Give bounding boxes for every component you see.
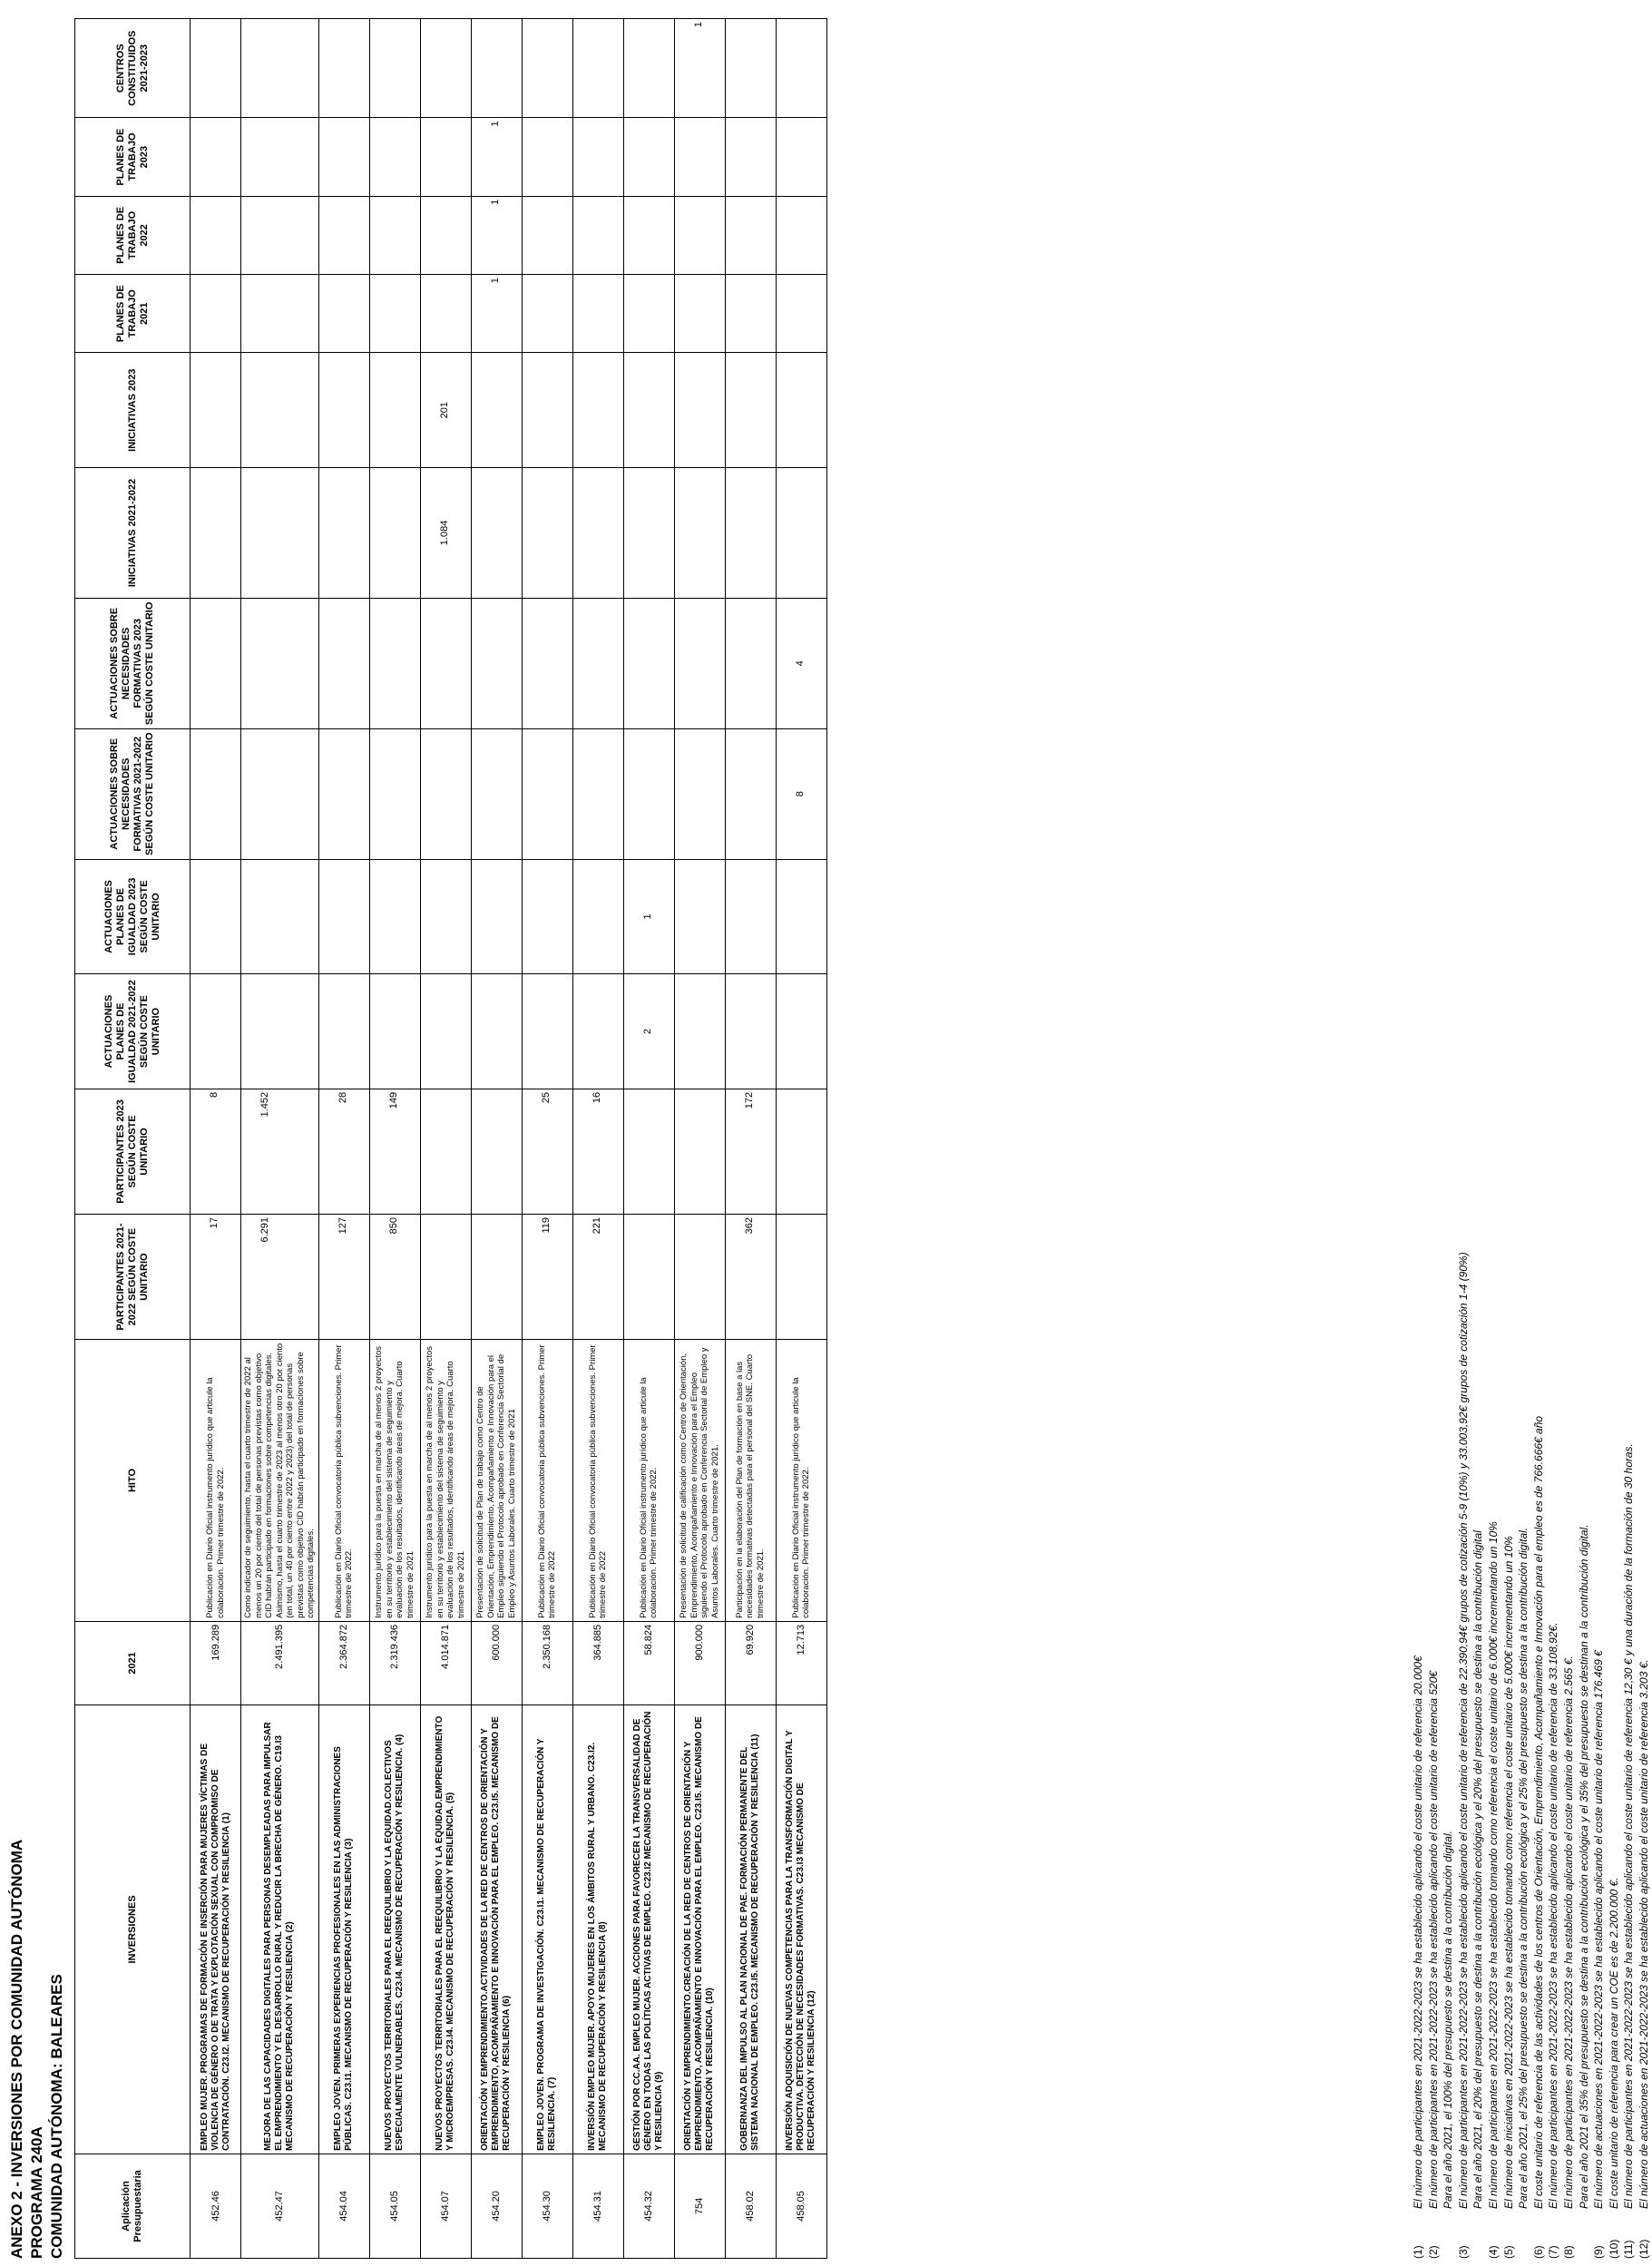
cell-planes-trabajo-2022 bbox=[776, 196, 826, 274]
cell-hito: Publicación en Diario Oficial instrumento jurídico que articule la colaboración. Primer trimestre de 2022. bbox=[776, 1340, 826, 1622]
cell-planes-trabajo-2021 bbox=[674, 275, 725, 353]
cell-participantes-2021-2022: 119 bbox=[522, 1214, 572, 1339]
cell-igualdad-2021-2022 bbox=[674, 974, 725, 1089]
header-necesidades-2023: ACTUACIONES SOBRE NECESIDADES FORMATIVAS 2023 SEGÚN COSTE UNITARIO bbox=[75, 598, 191, 728]
table-row bbox=[725, 19, 776, 2259]
cell-participantes-2023 bbox=[674, 1089, 725, 1214]
footnote-text: El coste unitario de referencia para crear un COE es de 2.200.000 €. bbox=[1607, 1877, 1620, 2209]
cell-iniciativas-2023 bbox=[725, 353, 776, 468]
cell-necesidades-2023 bbox=[725, 598, 776, 728]
cell-participantes-2023: 25 bbox=[522, 1089, 572, 1214]
cell-2021: 69.920 bbox=[725, 1621, 776, 1704]
cell-planes-trabajo-2021 bbox=[623, 275, 674, 353]
cell-planes-trabajo-2022 bbox=[674, 196, 725, 274]
cell-centros-constituidos bbox=[776, 19, 826, 118]
cell-igualdad-2023 bbox=[318, 859, 369, 974]
footnote-text: Para el año 2021 el 35% del presupuesto se destina a la contribución ecológica y el 35% del presupuesto se destinan a la contribución digital. bbox=[1577, 1524, 1590, 2209]
cell-2021: 2.350.168 bbox=[522, 1621, 572, 1704]
cell-aplicacion: 452.46 bbox=[191, 2154, 241, 2258]
footnote-label bbox=[1471, 2209, 1486, 2259]
footnote-text: El número de participantes en 2021-2022-2023 se ha establecido aplicando el coste unitario de referencia 520€ bbox=[1426, 1670, 1440, 2209]
cell-inversion: EMPLEO MUJER. PROGRAMAS DE FORMACIÓN E INSERCIÓN PARA MUJERES VÍCTIMAS DE VIOLENCIA DE GÉNERO O DE TRATA Y EXPLOTACIÓN SEXUAL CON COMPROMISO DE CONTRATACIÓN. C23.I2. MECANISMO DE RECUPERACIÓN Y RESILIENCIA (1) bbox=[191, 1704, 241, 2154]
cell-igualdad-2021-2022 bbox=[572, 974, 623, 1089]
cell-iniciativas-2021-2022 bbox=[623, 468, 674, 599]
cell-inversion: NUEVOS PROYECTOS TERRITORIALES PARA EL REEQUILIBRIO Y LA EQUIDAD.EMPRENDIMIENTO Y MICROEMPRESAS. C23.I4. MECANISMO DE RECUPERACIÓN Y RESILIENCIA. (5) bbox=[420, 1704, 471, 2154]
cell-participantes-2023: 8 bbox=[191, 1089, 241, 1214]
cell-inversion: INVERSIÓN EMPLEO MUJER. APOYO MUJERES EN LOS ÁMBITOS RURAL Y URBANO. C23.I2. MECANISMO DE RECUPERACIÓN Y RESILIENCIA (8) bbox=[572, 1704, 623, 2154]
cell-iniciativas-2023 bbox=[191, 353, 241, 468]
cell-centros-constituidos bbox=[318, 19, 369, 118]
footnote bbox=[1486, 18, 1501, 2259]
cell-hito: Publicación en Diario Oficial instrumento jurídico que articule la colaboración. Primer trimestre de 2022. bbox=[623, 1340, 674, 1622]
cell-hito: Publicación en Diario Oficial instrumento jurídico que articule la colaboración. Primer trimestre de 2022. bbox=[191, 1340, 241, 1622]
cell-igualdad-2023 bbox=[471, 859, 522, 974]
header-participantes-2023: PARTICIPANTES 2023 SEGÚN COSTE UNITARIO bbox=[75, 1089, 191, 1214]
cell-iniciativas-2021-2022 bbox=[522, 468, 572, 599]
footnote-text: Para el año 2021, el 100% del presupuesto se destina a la contribución digital. bbox=[1442, 1831, 1455, 2209]
cell-igualdad-2023: 1 bbox=[623, 859, 674, 974]
cell-necesidades-2021-2022 bbox=[572, 728, 623, 859]
footnote-label bbox=[1516, 2209, 1531, 2259]
table-row bbox=[241, 19, 319, 2259]
cell-2021: 2.364.872 bbox=[318, 1621, 369, 1704]
footnote-label: (5) bbox=[1501, 2245, 1515, 2259]
cell-participantes-2023: 28 bbox=[318, 1089, 369, 1214]
table-row bbox=[420, 19, 471, 2259]
cell-igualdad-2023 bbox=[725, 859, 776, 974]
footnote bbox=[1456, 18, 1471, 2259]
cell-hito: Instrumento jurídico para la puesta en marcha de al menos 2 proyectos en su territorio y establecimiento del sistema de seguimiento y evaluación de los resultados, identificando áreas de mejora. Cuarto trimestre de 2021 bbox=[369, 1340, 420, 1622]
cell-hito: Participación en la elaboración del Plan de formación en base a las necesidades formativas detectadas para el personal del SNE. Cuarto trimestre de 2021. bbox=[725, 1340, 776, 1622]
footnote-text: Para el año 2021, el 20% del presupuesto se destina a la contribución ecológica y el 20% del presupuesto se destina a la contribución digital bbox=[1471, 1530, 1485, 2209]
cell-necesidades-2021-2022 bbox=[191, 728, 241, 859]
cell-planes-trabajo-2021 bbox=[725, 275, 776, 353]
cell-iniciativas-2021-2022 bbox=[674, 468, 725, 599]
cell-participantes-2021-2022: 221 bbox=[572, 1214, 623, 1339]
cell-participantes-2021-2022: 17 bbox=[191, 1214, 241, 1339]
footnote-text: El número de actuaciones en 2021-2022-2023 se ha establecido aplicando el coste unitario de referencia 176.469 € bbox=[1592, 1650, 1606, 2209]
footnote-label: (6) bbox=[1531, 2245, 1545, 2259]
cell-participantes-2023 bbox=[420, 1089, 471, 1214]
cell-planes-trabajo-2022: 1 bbox=[471, 196, 522, 274]
investments-table bbox=[74, 18, 827, 2259]
cell-igualdad-2021-2022 bbox=[522, 974, 572, 1089]
header-iniciativas-2023: INICIATIVAS 2023 bbox=[75, 353, 191, 468]
footnote bbox=[1426, 18, 1442, 2259]
table-row bbox=[522, 19, 572, 2259]
cell-planes-trabajo-2023 bbox=[725, 118, 776, 196]
cell-planes-trabajo-2023 bbox=[318, 118, 369, 196]
cell-2021: 600.000 bbox=[471, 1621, 522, 1704]
cell-centros-constituidos bbox=[241, 19, 319, 118]
footnote-label bbox=[1577, 2209, 1592, 2259]
table-row bbox=[318, 19, 369, 2259]
cell-centros-constituidos bbox=[191, 19, 241, 118]
footnote bbox=[1546, 18, 1561, 2259]
cell-planes-trabajo-2021: 1 bbox=[471, 275, 522, 353]
footnote-label: (1) bbox=[1412, 2245, 1424, 2259]
cell-2021: 364.885 bbox=[572, 1621, 623, 1704]
footnote-label: (11) bbox=[1622, 2240, 1636, 2259]
cell-igualdad-2021-2022 bbox=[369, 974, 420, 1089]
cell-planes-trabajo-2023 bbox=[191, 118, 241, 196]
cell-igualdad-2021-2022: 2 bbox=[623, 974, 674, 1089]
cell-hito: Presentación de solicitud de Plan de trabajo como Centro de Orientación, Emprendimiento, Acompañamiento e Innovación para el Empleo siguiendo el Protocolo aprobado en Conferencia Sectorial de Empleo y Asuntos Laborales. Cuarto trimestre de 2021 bbox=[471, 1340, 522, 1622]
cell-participantes-2023 bbox=[776, 1089, 826, 1214]
footnote bbox=[1607, 18, 1622, 2259]
header-planes-trabajo-2023: PLANES DE TRABAJO 2023 bbox=[75, 118, 191, 196]
cell-participantes-2023: 16 bbox=[572, 1089, 623, 1214]
cell-planes-trabajo-2023 bbox=[572, 118, 623, 196]
cell-necesidades-2021-2022 bbox=[241, 728, 319, 859]
footnote-text: El número de participantes en 2021-2022-2023 se ha establecido aplicando el coste unitario de referencia 20.000€ bbox=[1412, 1656, 1424, 2209]
header-2021: 2021 bbox=[75, 1621, 191, 1704]
cell-inversion: EMPLEO JOVEN. PROGRAMA DE INVESTIGACIÓN. C23.I1. MECANISMO DE RECUPERACIÓN Y RESILIENCIA. (7) bbox=[522, 1704, 572, 2154]
footnote-label: (10) bbox=[1607, 2239, 1620, 2259]
cell-planes-trabajo-2023 bbox=[522, 118, 572, 196]
cell-aplicacion: 454.04 bbox=[318, 2154, 369, 2258]
footnote-text: Para el año 2021, el 25% del presupuesto se destina a la contribución ecológica y el 25% del presupuesto se destina a la contribución digital. bbox=[1517, 1527, 1530, 2209]
cell-iniciativas-2023: 201 bbox=[420, 353, 471, 468]
cell-planes-trabajo-2022 bbox=[572, 196, 623, 274]
cell-necesidades-2023 bbox=[420, 598, 471, 728]
cell-planes-trabajo-2022 bbox=[241, 196, 319, 274]
cell-planes-trabajo-2021 bbox=[191, 275, 241, 353]
cell-centros-constituidos: 1 bbox=[674, 19, 725, 118]
cell-planes-trabajo-2022 bbox=[522, 196, 572, 274]
cell-igualdad-2021-2022 bbox=[776, 974, 826, 1089]
cell-aplicacion: 458.05 bbox=[776, 2154, 826, 2258]
cell-necesidades-2021-2022: 8 bbox=[776, 728, 826, 859]
cell-necesidades-2021-2022 bbox=[674, 728, 725, 859]
cell-iniciativas-2021-2022 bbox=[318, 468, 369, 599]
cell-iniciativas-2021-2022 bbox=[776, 468, 826, 599]
cell-igualdad-2021-2022 bbox=[420, 974, 471, 1089]
cell-aplicacion: 754 bbox=[674, 2154, 725, 2258]
cell-necesidades-2021-2022 bbox=[420, 728, 471, 859]
footnote bbox=[1577, 18, 1592, 2259]
footnote-text: El número de participantes en 2021-2022-2023 se ha establecido aplicando el coste unitario de referencia de 22.390,94€ grupos de cotización 5-9 (10%) y 33.003,92€ grupos de cotización 1-4 (90%) bbox=[1456, 1252, 1470, 2209]
cell-igualdad-2023 bbox=[369, 859, 420, 974]
cell-iniciativas-2023 bbox=[369, 353, 420, 468]
cell-igualdad-2023 bbox=[420, 859, 471, 974]
cell-participantes-2023 bbox=[471, 1089, 522, 1214]
cell-aplicacion: 454.32 bbox=[623, 2154, 674, 2258]
table-row bbox=[369, 19, 420, 2259]
cell-planes-trabajo-2023 bbox=[420, 118, 471, 196]
cell-hito: Instrumento jurídico para la puesta en marcha de al menos 2 proyectos en su territorio y establecimiento del sistema de seguimiento y evaluación de los resultados, identificando áreas de mejora. Cuarto trimestre de 2021 bbox=[420, 1340, 471, 1622]
cell-centros-constituidos bbox=[471, 19, 522, 118]
cell-planes-trabajo-2023 bbox=[674, 118, 725, 196]
cell-centros-constituidos bbox=[420, 19, 471, 118]
cell-igualdad-2023 bbox=[776, 859, 826, 974]
cell-igualdad-2023 bbox=[241, 859, 319, 974]
cell-planes-trabajo-2022 bbox=[623, 196, 674, 274]
cell-centros-constituidos bbox=[623, 19, 674, 118]
footnote-text: El número de participantes en 2021-2022-2023 se ha establecido aplicando el coste unitario de referencia de 33.108,92€. bbox=[1547, 1622, 1560, 2209]
cell-iniciativas-2021-2022 bbox=[191, 468, 241, 599]
cell-planes-trabajo-2021 bbox=[522, 275, 572, 353]
cell-necesidades-2021-2022 bbox=[471, 728, 522, 859]
cell-necesidades-2021-2022 bbox=[725, 728, 776, 859]
cell-planes-trabajo-2023 bbox=[623, 118, 674, 196]
cell-planes-trabajo-2021 bbox=[369, 275, 420, 353]
cell-2021: 2.319.436 bbox=[369, 1621, 420, 1704]
cell-planes-trabajo-2021 bbox=[420, 275, 471, 353]
header-planes-trabajo-2022: PLANES DE TRABAJO 2022 bbox=[75, 196, 191, 274]
cell-iniciativas-2021-2022 bbox=[241, 468, 319, 599]
cell-planes-trabajo-2021 bbox=[776, 275, 826, 353]
table-row bbox=[776, 19, 826, 2259]
cell-necesidades-2023 bbox=[369, 598, 420, 728]
cell-aplicacion: 452.47 bbox=[241, 2154, 319, 2258]
footnote-text: El coste unitario de referencia de las actividades de los centros de Orientación, Emprendimiento, Acompañamiento e Innovación para el empleo es de 766.666€ año bbox=[1531, 1415, 1545, 2209]
cell-centros-constituidos bbox=[522, 19, 572, 118]
footnote-text: El número de participantes en 2021-2022-2023 se ha establecido aplicando el coste unitario de referencia 2.565 €. bbox=[1561, 1656, 1575, 2209]
cell-centros-constituidos bbox=[725, 19, 776, 118]
cell-planes-trabajo-2023 bbox=[776, 118, 826, 196]
document-titles bbox=[7, 1840, 67, 2259]
cell-igualdad-2021-2022 bbox=[471, 974, 522, 1089]
cell-iniciativas-2023 bbox=[241, 353, 319, 468]
table-header-row bbox=[75, 19, 191, 2259]
table-body bbox=[191, 19, 827, 2259]
cell-necesidades-2023 bbox=[241, 598, 319, 728]
cell-necesidades-2021-2022 bbox=[623, 728, 674, 859]
header-necesidades-2021-2022: ACTUACIONES SOBRE NECESIDADES FORMATIVAS 2021-2022 SEGÚN COSTE UNITARIO bbox=[75, 728, 191, 859]
cell-participantes-2021-2022 bbox=[776, 1214, 826, 1339]
header-inversiones: INVERSIONES bbox=[75, 1704, 191, 2154]
cell-inversion: GOBERNANZA DEL IMPULSO AL PLAN NACIONAL DE PAE. FORMACIÓN PERMANENTE DEL SISTEMA NACIONAL DE EMPLEO. C23.I5. MECANISMO DE RECUPERACIÓN Y RESILIENCIA (11) bbox=[725, 1704, 776, 2154]
cell-aplicacion: 454.20 bbox=[471, 2154, 522, 2258]
cell-necesidades-2021-2022 bbox=[318, 728, 369, 859]
cell-inversion: INVERSIÓN ADQUISICIÓN DE NUEVAS COMPETENCIAS PARA LA TRANSFORMACIÓN DIGITAL Y PRODUCTIVA. DETECCIÓN DE NECESIDADES FORMATIVAS. C23.I3 MECANISMO DE RECUPERACIÓN Y RESILIENCIA (12) bbox=[776, 1704, 826, 2154]
footnote bbox=[1637, 18, 1652, 2259]
cell-participantes-2021-2022 bbox=[623, 1214, 674, 1339]
cell-2021: 900.000 bbox=[674, 1621, 725, 1704]
footnote bbox=[1471, 18, 1486, 2259]
footnote-label: (3) bbox=[1456, 2245, 1470, 2259]
cell-planes-trabajo-2021 bbox=[241, 275, 319, 353]
header-hito: HITO bbox=[75, 1340, 191, 1622]
cell-iniciativas-2023 bbox=[318, 353, 369, 468]
header-centros-constituidos: CENTROS CONSTITUIDOS 2021-2023 bbox=[75, 19, 191, 118]
cell-iniciativas-2023 bbox=[776, 353, 826, 468]
cell-igualdad-2021-2022 bbox=[241, 974, 319, 1089]
footnote bbox=[1531, 18, 1547, 2259]
cell-igualdad-2023 bbox=[674, 859, 725, 974]
table-row bbox=[471, 19, 522, 2259]
cell-igualdad-2021-2022 bbox=[191, 974, 241, 1089]
cell-participantes-2021-2022 bbox=[674, 1214, 725, 1339]
cell-participantes-2021-2022 bbox=[420, 1214, 471, 1339]
cell-planes-trabajo-2021 bbox=[572, 275, 623, 353]
cell-hito: Publicación en Diario Oficial convocatoria pública subvenciones. Primer trimestre de 2022. bbox=[318, 1340, 369, 1622]
cell-participantes-2023 bbox=[623, 1089, 674, 1214]
cell-hito: Presentación de solicitud de calificación como Centro de Orientación, Emprendimiento, Acompañamiento e Innovación para el Empleo siguiendo el Protocolo aprobado en Conferencia Sectorial de Empleo y Asuntos Laborales. Cuarto trimestre de 2021. bbox=[674, 1340, 725, 1622]
cell-planes-trabajo-2023 bbox=[369, 118, 420, 196]
cell-participantes-2023: 1.452 bbox=[241, 1089, 319, 1214]
header-planes-trabajo-2021: PLANES DE TRABAJO 2021 bbox=[75, 275, 191, 353]
title-program: PROGRAMA 240A bbox=[28, 2126, 45, 2259]
table-row bbox=[623, 19, 674, 2259]
cell-participantes-2021-2022: 127 bbox=[318, 1214, 369, 1339]
footnote bbox=[1501, 18, 1517, 2259]
cell-planes-trabajo-2021 bbox=[318, 275, 369, 353]
cell-planes-trabajo-2022 bbox=[420, 196, 471, 274]
cell-igualdad-2021-2022 bbox=[318, 974, 369, 1089]
cell-aplicacion: 458.02 bbox=[725, 2154, 776, 2258]
cell-participantes-2021-2022: 850 bbox=[369, 1214, 420, 1339]
table-row bbox=[674, 19, 725, 2259]
title-annex: ANEXO 2 - INVERSIONES POR COMUNIDAD AUTÓNOMA bbox=[8, 1839, 25, 2259]
cell-iniciativas-2021-2022 bbox=[725, 468, 776, 599]
cell-participantes-2021-2022: 362 bbox=[725, 1214, 776, 1339]
cell-hito: Como indicador de seguimiento, hasta el cuarto trimestre de 2022 al menos un 20 por ciento del total de personas previstas como objetivo CID habrán participado en formaciones sobre competencias digitales. Asimismo, hasta el cuarto trimestre de 2023 al menos otro 20 por ciento (en total, un 40 por ciento entre 2022 y 2023) del total de personas previstas como objetivo CID habrán participado en formaciones sobre competencias digitales. bbox=[241, 1340, 319, 1622]
cell-iniciativas-2023 bbox=[522, 353, 572, 468]
cell-inversion: GESTIÓN POR CC.AA. EMPLEO MUJER. ACCIONES PARA FAVORECER LA TRANSVERSALIDAD DE GÉNERO EN TODAS LAS POLÍTICAS ACTIVAS DE EMPLEO. C23.I2 MECANISMO DE RECUPERACIÓN Y RESILIENCIA (9) bbox=[623, 1704, 674, 2154]
cell-necesidades-2023 bbox=[191, 598, 241, 728]
cell-2021: 169.289 bbox=[191, 1621, 241, 1704]
investments-table-wrapper bbox=[74, 18, 827, 2259]
cell-centros-constituidos bbox=[369, 19, 420, 118]
footnote-text: El número de participantes en 2021-2022-2023 se ha establecido tomando como referencia el coste unitario de 6.000€ incrementando un 10% bbox=[1486, 1521, 1500, 2209]
footnote bbox=[1621, 18, 1637, 2259]
cell-iniciativas-2021-2022 bbox=[369, 468, 420, 599]
cell-igualdad-2023 bbox=[191, 859, 241, 974]
table-row bbox=[191, 19, 241, 2259]
cell-hito: Publicación en Diario Oficial convocatoria pública subvenciones. Primer trimestre de 2022 bbox=[572, 1340, 623, 1622]
cell-necesidades-2023 bbox=[623, 598, 674, 728]
footnotes bbox=[1411, 18, 1652, 2259]
cell-iniciativas-2023 bbox=[471, 353, 522, 468]
cell-planes-trabajo-2022 bbox=[318, 196, 369, 274]
cell-inversion: ORIENTACIÓN Y EMPRENDIMIENTO.ACTIVIDADES DE LA RED DE CENTROS DE ORIENTACIÓN Y EMPRENDIMIENTO, ACOMPAÑAMIENTO E INNOVACIÓN PARA EL EMPLEO. C23.I5. MECANISMO DE RECUPERACIÓN Y RESILIENCIA (6) bbox=[471, 1704, 522, 2154]
cell-aplicacion: 454.31 bbox=[572, 2154, 623, 2258]
footnote bbox=[1561, 18, 1577, 2259]
cell-inversion: MEJORA DE LAS CAPACIDADES DIGITALES PARA PERSONAS DESEMPLEADAS PARA IMPULSAR EL EMPRENDIMIENTO Y EL DESARROLLO RURAL Y REDUCIR LA BRECHA DE GÉNERO. C19.I3 MECANISMO DE RECUPERACIÓN Y RESILIENCIA (2) bbox=[241, 1704, 319, 2154]
footnote-label bbox=[1441, 2209, 1456, 2259]
header-iniciativas-2021-2022: INICIATIVAS 2021-2022 bbox=[75, 468, 191, 599]
footnote bbox=[1591, 18, 1607, 2259]
cell-inversion: EMPLEO JOVEN. PRIMERAS EXPERIENCIAS PROFESIONALES EN LAS ADMINISTRACIONES PÚBLICAS. C23.I1. MECANISMO DE RECUPERACIÓN Y RESILIENCIA (3) bbox=[318, 1704, 369, 2154]
footnote-text: El número de iniciativas en 2021-2022-2023 se ha establecido tomando como referencia el coste unitario de 5.000€ incrementando un 10% bbox=[1501, 1536, 1515, 2209]
footnote-text: El número de participantes en 2021-2022-2023 se ha establecido aplicando el coste unitario de referencia 12,30 € y una duración de la formación de 30 horas. bbox=[1622, 1443, 1636, 2209]
cell-2021: 12.713 bbox=[776, 1621, 826, 1704]
cell-participantes-2023: 172 bbox=[725, 1089, 776, 1214]
cell-iniciativas-2023 bbox=[623, 353, 674, 468]
cell-planes-trabajo-2022 bbox=[725, 196, 776, 274]
cell-2021: 4.014.871 bbox=[420, 1621, 471, 1704]
cell-participantes-2023: 149 bbox=[369, 1089, 420, 1214]
footnote bbox=[1441, 18, 1456, 2259]
footnote-label: (2) bbox=[1426, 2245, 1440, 2259]
title-community: COMUNIDAD AUTÓNOMA: BALEARES bbox=[48, 1974, 65, 2259]
footnote bbox=[1411, 18, 1426, 2259]
cell-iniciativas-2023 bbox=[572, 353, 623, 468]
cell-hito: Publicación en Diario Oficial convocatoria pública subvenciones. Primer trimestre de 2022 bbox=[522, 1340, 572, 1622]
footnote-label: (12) bbox=[1637, 2239, 1650, 2259]
header-aplicacion: Aplicación Presupuestaria bbox=[75, 2154, 191, 2258]
cell-inversion: NUEVOS PROYECTOS TERRITORIALES PARA EL REEQUILIBRIO Y LA EQUIDAD.COLECTIVOS ESPECIALMENTE VULNERABLES. C23.I4. MECANISMO DE RECUPERACIÓN Y RESILIENCIA. (4) bbox=[369, 1704, 420, 2154]
cell-necesidades-2021-2022 bbox=[369, 728, 420, 859]
cell-participantes-2021-2022: 6.291 bbox=[241, 1214, 319, 1339]
cell-2021: 58.824 bbox=[623, 1621, 674, 1704]
cell-necesidades-2023 bbox=[522, 598, 572, 728]
cell-2021: 2.491.395 bbox=[241, 1621, 319, 1704]
cell-necesidades-2023 bbox=[674, 598, 725, 728]
cell-planes-trabajo-2022 bbox=[191, 196, 241, 274]
cell-iniciativas-2021-2022: 1.084 bbox=[420, 468, 471, 599]
header-igualdad-2023: ACTUACIONES PLANES DE IGUALDAD 2023 SEGÚN COSTE UNITARIO bbox=[75, 859, 191, 974]
cell-iniciativas-2021-2022 bbox=[471, 468, 522, 599]
cell-necesidades-2021-2022 bbox=[522, 728, 572, 859]
cell-aplicacion: 454.07 bbox=[420, 2154, 471, 2258]
cell-participantes-2021-2022 bbox=[471, 1214, 522, 1339]
cell-igualdad-2021-2022 bbox=[725, 974, 776, 1089]
cell-igualdad-2023 bbox=[522, 859, 572, 974]
footnote-label: (9) bbox=[1592, 2245, 1606, 2259]
footnote-label: (4) bbox=[1486, 2245, 1500, 2259]
footnote-text: El número de actuaciones en 2021-2022-2023 se ha establecido aplicando el coste unitario de referencia 3.203 €. bbox=[1637, 1659, 1650, 2209]
table-row bbox=[572, 19, 623, 2259]
cell-centros-constituidos bbox=[572, 19, 623, 118]
footnote-label: (7) bbox=[1547, 2245, 1560, 2259]
cell-aplicacion: 454.05 bbox=[369, 2154, 420, 2258]
cell-necesidades-2023 bbox=[572, 598, 623, 728]
cell-iniciativas-2021-2022 bbox=[572, 468, 623, 599]
cell-necesidades-2023 bbox=[471, 598, 522, 728]
cell-iniciativas-2023 bbox=[674, 353, 725, 468]
footnote-label: (8) bbox=[1561, 2245, 1575, 2259]
cell-inversion: ORIENTACIÓN Y EMPRENDIMIENTO.CREACIÓN DE LA RED DE CENTROS DE ORIENTACIÓN Y EMPRENDIMIENTO, ACOMPAÑAMIENTO E INNOVACIÓN PARA EL EMPLEO. C23.I5. MECANISMO DE RECUPERACIÓN Y RESILIENCIA. (10) bbox=[674, 1704, 725, 2154]
cell-igualdad-2023 bbox=[572, 859, 623, 974]
footnote bbox=[1516, 18, 1531, 2259]
cell-aplicacion: 454.30 bbox=[522, 2154, 572, 2258]
cell-planes-trabajo-2022 bbox=[369, 196, 420, 274]
header-participantes-2021-2022: PARTICIPANTES 2021-2022 SEGÚN COSTE UNITARIO bbox=[75, 1214, 191, 1339]
cell-planes-trabajo-2023 bbox=[241, 118, 319, 196]
cell-necesidades-2023 bbox=[318, 598, 369, 728]
cell-planes-trabajo-2023: 1 bbox=[471, 118, 522, 196]
cell-necesidades-2023: 4 bbox=[776, 598, 826, 728]
header-igualdad-2021-2022: ACTUACIONES PLANES DE IGUALDAD 2021-2022 SEGÚN COSTE UNITARIO bbox=[75, 974, 191, 1089]
